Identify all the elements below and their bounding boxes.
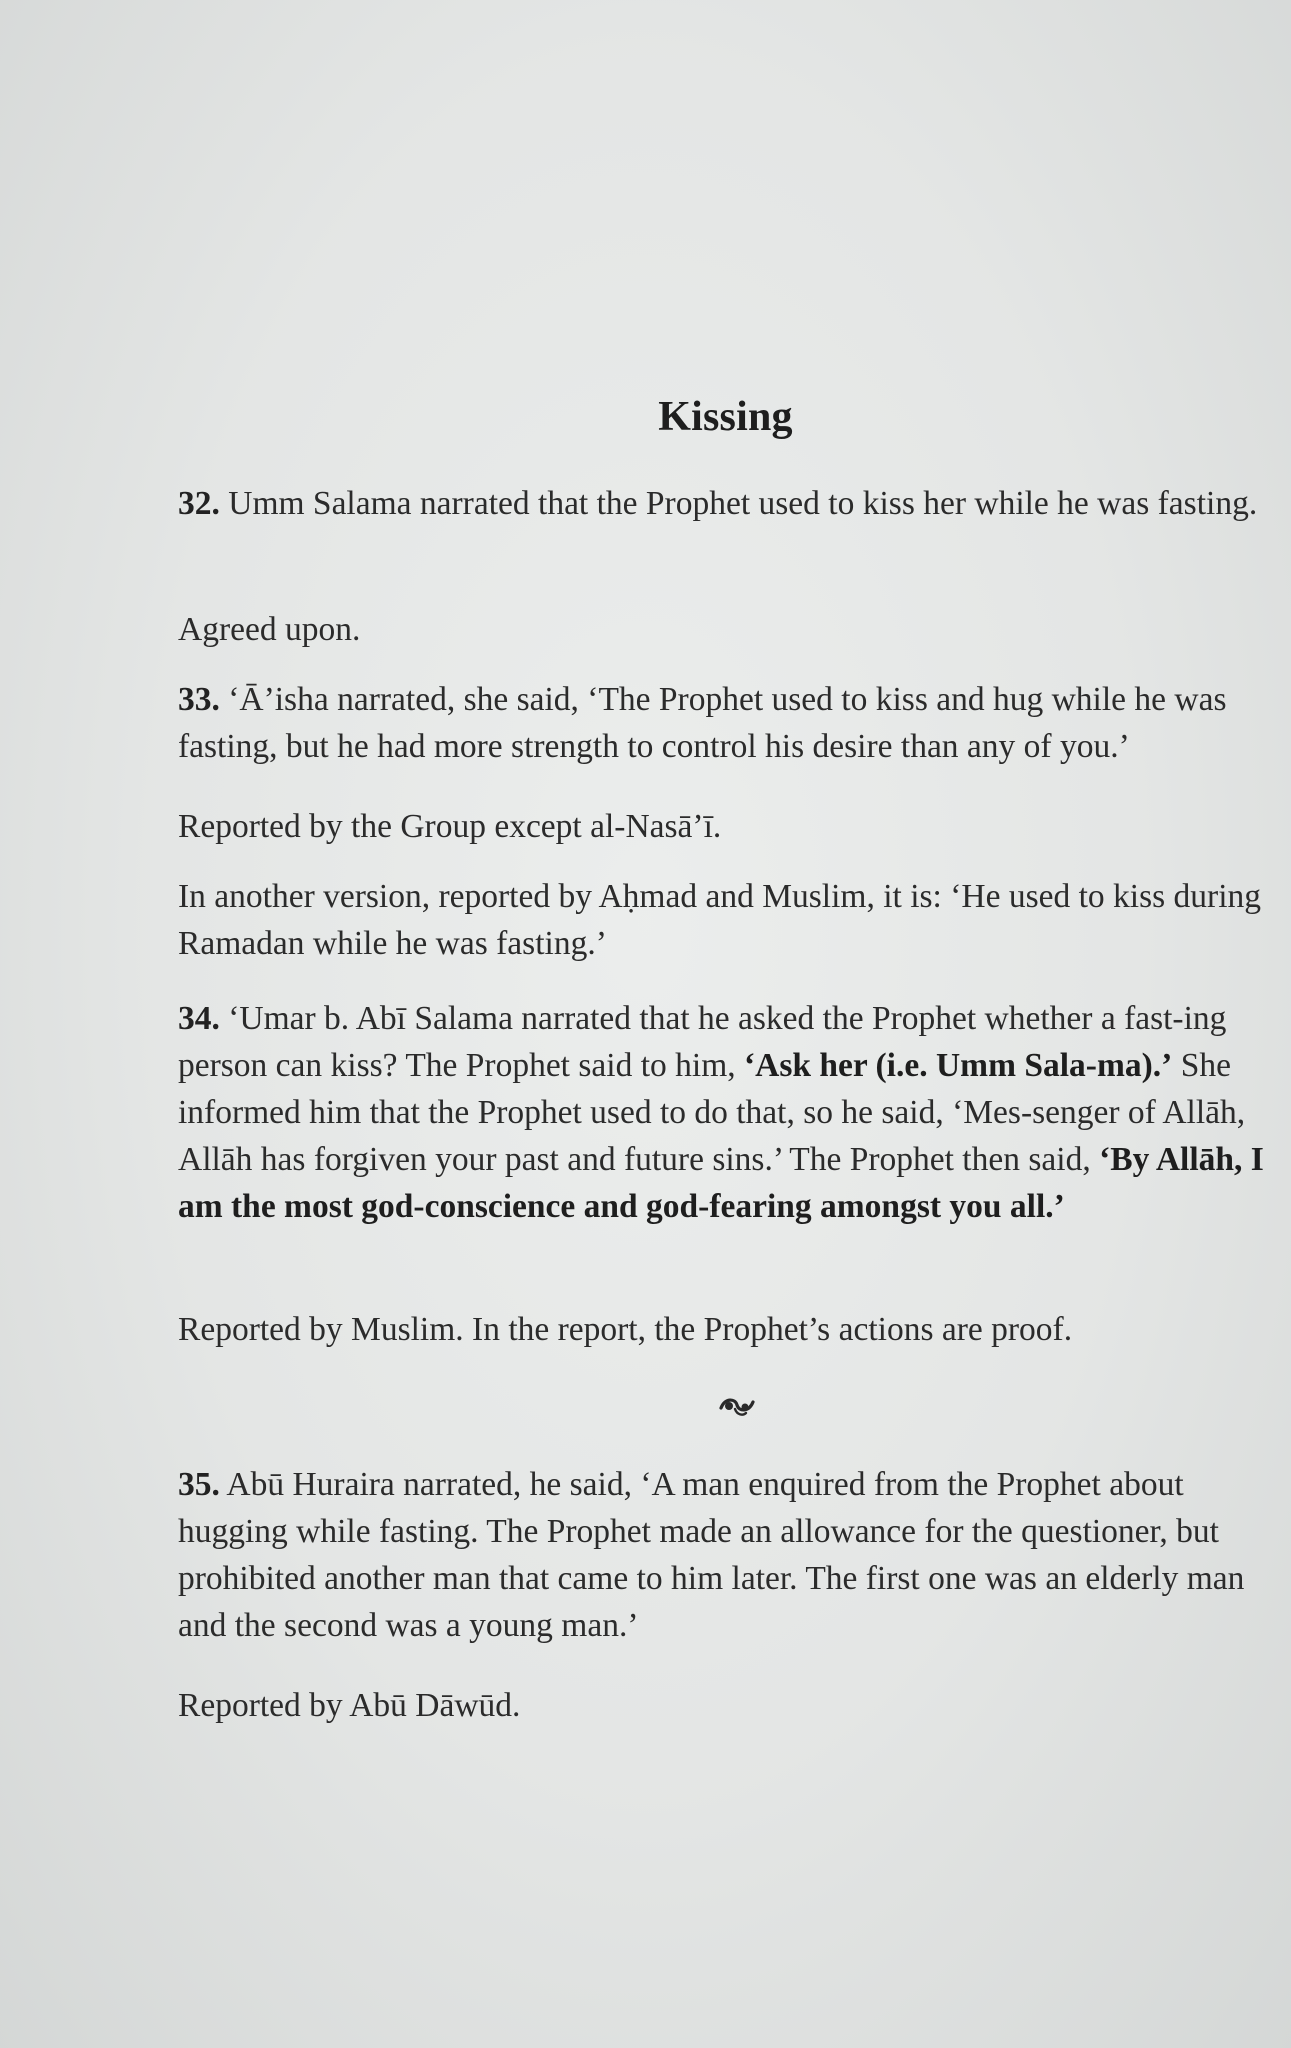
hadith-body: ‘Umar b. Abī Salama narrated that he asked the Prophet whether a fast-ing person can kiss? The Prophet said to him, — [178, 1000, 1227, 1084]
hadith-number: 35. — [178, 1466, 220, 1503]
hadith-body: Umm Salama narrated that the Prophet used to kiss her while he was fasting. — [228, 485, 1258, 522]
hadith-32-text — [178, 480, 1288, 527]
hadith-34-source: Reported by Muslim. In the report, the Prophet’s actions are proof. — [178, 1311, 1073, 1348]
hadith-body: Abū Huraira narrated, he said, ‘A man enquired from the Prophet about hugging while fasting. The Prophet made an allowance for the questioner, but prohibited another man that came to him later. The first one was an elderly man and the second was a young man.’ — [178, 1466, 1245, 1644]
hadith-body: ‘Ā’isha narrated, she said, ‘The Prophet used to kiss and hug while he was fasting, but he had more strength to control his desire than any of you.’ — [178, 681, 1227, 765]
hadith-34-text — [178, 995, 1288, 1230]
hadith-32-source: Agreed upon. — [178, 611, 361, 648]
prophet-quote: ‘Ask her (i.e. Umm Sala-ma).’ — [744, 1047, 1173, 1084]
hadith-33-source: Reported by the Group except al-Nasā’ī. — [178, 808, 722, 845]
hadith-number: 33. — [178, 681, 220, 718]
page-title: Kissing — [658, 394, 793, 441]
hadith-33-version: In another version, reported by Aḥmad and Muslim, it is: ‘He used to kiss during Ramadan while he was fasting.’ — [178, 878, 1262, 962]
hadith-35-text — [178, 1461, 1288, 1649]
prophet-quote: ‘By Allāh, I am the most god-conscience and god-fearing amongst you all.’ — [178, 1141, 1264, 1225]
hadith-35-source: Reported by Abū Dāwūd. — [178, 1687, 521, 1724]
hadith-number: 32. — [178, 485, 220, 522]
section-divider-icon — [715, 1390, 759, 1420]
hadith-body: She informed him that the Prophet used to do that, so he said, ‘Mes-senger of Allāh, Allāh has forgiven your past and future sins.’ The Prophet then said, — [178, 1047, 1246, 1178]
hadith-33-text — [178, 676, 1288, 770]
hadith-number: 34. — [178, 1000, 220, 1037]
